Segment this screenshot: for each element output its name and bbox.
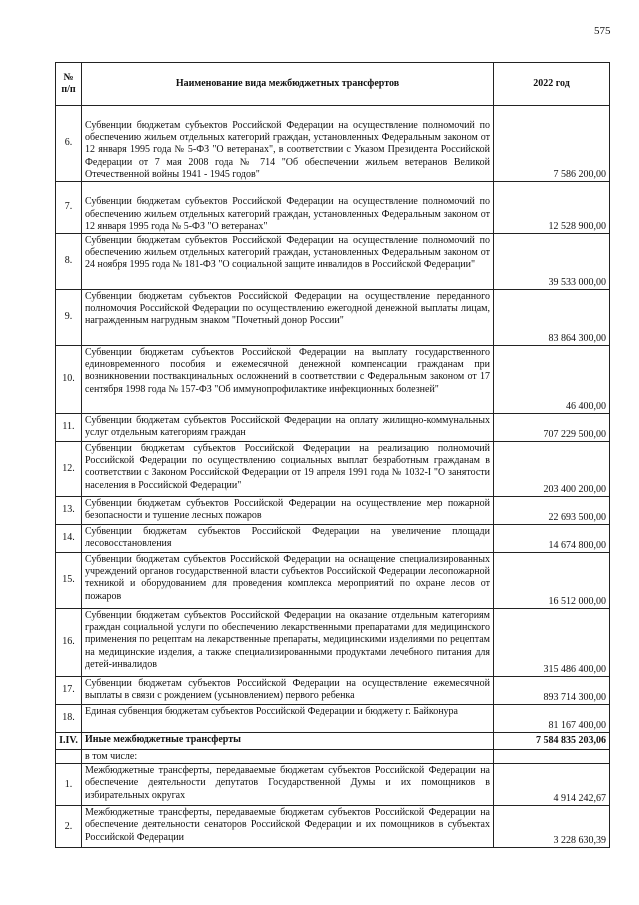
table-row bbox=[56, 525, 610, 553]
row-amount: 14 674 800,00 bbox=[494, 525, 610, 553]
table-row-total bbox=[56, 733, 610, 750]
row-name: Субвенции бюджетам субъектов Российской Федерации на увеличение площади лесовосстановления bbox=[82, 525, 494, 553]
table-row bbox=[56, 750, 610, 764]
row-amount: 3 228 630,39 bbox=[494, 806, 610, 848]
row-name: Субвенции бюджетам субъектов Российской Федерации на оснащение специализированных учреждений органов государственной власти субъектов Российской Федерации лесопожарной техникой и оборудованием для проведения комплекса мероприятий по охране лесов от пожаров bbox=[82, 553, 494, 609]
page-number: 575 bbox=[594, 25, 611, 37]
table-row bbox=[56, 553, 610, 609]
row-amount: 7 586 200,00 bbox=[494, 106, 610, 182]
row-amount: 893 714 300,00 bbox=[494, 677, 610, 705]
row-number: 2. bbox=[56, 806, 82, 848]
row-number: 14. bbox=[56, 525, 82, 553]
row-amount: 203 400 200,00 bbox=[494, 442, 610, 497]
row-number: 6. bbox=[56, 106, 82, 182]
row-amount: 315 486 400,00 bbox=[494, 609, 610, 677]
row-amount: 16 512 000,00 bbox=[494, 553, 610, 609]
row-number: 16. bbox=[56, 609, 82, 677]
row-name: Субвенции бюджетам субъектов Российской Федерации на оказание отдельным категориям граждан социальной услуги по обеспечению лекарственными препаратами для медицинского применения по рецептам на лекарственные препараты, медицинскими изделиями по рецептам на медицинские изделия, а также специализированными продуктами лечебного питания для детей-инвалидов bbox=[82, 609, 494, 677]
row-name: Субвенции бюджетам субъектов Российской Федерации на осуществление полномочий по обеспечению жильем отдельных категорий граждан, установленных Федеральным законом от 24 ноября 1995 года № 181-ФЗ "О социальной защите инвалидов в Российской Федерации" bbox=[82, 234, 494, 290]
row-number: 11. bbox=[56, 414, 82, 442]
table-row bbox=[56, 290, 610, 346]
table-row bbox=[56, 182, 610, 234]
table-row bbox=[56, 497, 610, 525]
row-name: Субвенции бюджетам субъектов Российской Федерации на осуществление полномочий по обеспечению жильем отдельных категорий граждан, установленных Федеральным законом от 12 января 1995 года № 5-ФЗ "О ветеранах" bbox=[82, 182, 494, 234]
row-name: Межбюджетные трансферты, передаваемые бюджетам субъектов Российской Федерации на обеспечение деятельности депутатов Государственной Думы и их помощников в избирательных округах bbox=[82, 764, 494, 806]
table-row bbox=[56, 609, 610, 677]
table-row bbox=[56, 677, 610, 705]
row-name: Субвенции бюджетам субъектов Российской Федерации на осуществление переданного полномочия Российской Федерации по осуществлению ежегодной денежной выплаты лицам, награжденным нагрудным знаком "Почетный донор России" bbox=[82, 290, 494, 346]
row-amount: 7 584 835 203,06 bbox=[494, 733, 610, 750]
table-row bbox=[56, 705, 610, 733]
row-number bbox=[56, 750, 82, 764]
row-number: 17. bbox=[56, 677, 82, 705]
row-name: Межбюджетные трансферты, передаваемые бюджетам субъектов Российской Федерации на обеспечение деятельности сенаторов Российской Федерации и их помощников в субъектах Российской Федерации bbox=[82, 806, 494, 848]
header-year: 2022 год bbox=[494, 63, 610, 106]
row-amount: 12 528 900,00 bbox=[494, 182, 610, 234]
row-name: Субвенции бюджетам субъектов Российской Федерации на оплату жилищно-коммунальных услуг отдельным категориям граждан bbox=[82, 414, 494, 442]
row-amount: 707 229 500,00 bbox=[494, 414, 610, 442]
row-name: Субвенции бюджетам субъектов Российской Федерации на реализацию полномочий Российской Федерации по осуществлению социальных выплат безработным гражданам в соответствии с Законом Российской Федерации от 19 апреля 1991 года № 1032-I "О занятости населения в Российской Федерации" bbox=[82, 442, 494, 497]
table-row bbox=[56, 414, 610, 442]
table-row bbox=[56, 346, 610, 414]
row-amount: 22 693 500,00 bbox=[494, 497, 610, 525]
row-name: Субвенции бюджетам субъектов Российской Федерации на осуществление ежемесячной выплаты в связи с рождением (усыновлением) первого ребенка bbox=[82, 677, 494, 705]
row-name: Единая субвенция бюджетам субъектов Российской Федерации и бюджету г. Байконура bbox=[82, 705, 494, 733]
table-row bbox=[56, 106, 610, 182]
header-name: Наименование вида межбюджетных трансфертов bbox=[82, 63, 494, 106]
row-amount: 81 167 400,00 bbox=[494, 705, 610, 733]
row-amount: 83 864 300,00 bbox=[494, 290, 610, 346]
table-header-row bbox=[56, 63, 610, 106]
row-number: 18. bbox=[56, 705, 82, 733]
table-row bbox=[56, 806, 610, 848]
table-row bbox=[56, 442, 610, 497]
row-amount bbox=[494, 750, 610, 764]
row-number: 7. bbox=[56, 182, 82, 234]
row-amount: 46 400,00 bbox=[494, 346, 610, 414]
row-amount: 4 914 242,67 bbox=[494, 764, 610, 806]
row-name: Субвенции бюджетам субъектов Российской Федерации на осуществление мер пожарной безопасности и тушение лесных пожаров bbox=[82, 497, 494, 525]
table-body bbox=[56, 106, 610, 848]
row-amount: 39 533 000,00 bbox=[494, 234, 610, 290]
row-number: 12. bbox=[56, 442, 82, 497]
header-num: № п/п bbox=[56, 63, 82, 106]
row-number: 15. bbox=[56, 553, 82, 609]
row-number: 9. bbox=[56, 290, 82, 346]
table-row bbox=[56, 234, 610, 290]
row-name: в том числе: bbox=[82, 750, 494, 764]
row-number: 8. bbox=[56, 234, 82, 290]
row-number: 13. bbox=[56, 497, 82, 525]
row-name: Субвенции бюджетам субъектов Российской Федерации на выплату государственного единовременного пособия и ежемесячной денежной компенсации гражданам при возникновении поствакцинальных осложнений в соответствии с Федеральным законом от 17 сентября 1998 года № 157-ФЗ "Об иммунопрофилактике инфекционных болезней" bbox=[82, 346, 494, 414]
table-row bbox=[56, 764, 610, 806]
row-number: I.IV. bbox=[56, 733, 82, 750]
transfers-table bbox=[55, 62, 610, 848]
row-name: Субвенции бюджетам субъектов Российской Федерации на осуществление полномочий по обеспечению жильем отдельных категорий граждан, установленных Федеральным законом от 12 января 1995 года № 5-ФЗ "О ветеранах", в соответствии с Указом Президента Российской Федерации от 7 мая 2008 года № 714 "Об обеспечении жильем ветеранов Великой Отечественной войны 1941 - 1945 годов" bbox=[82, 106, 494, 182]
row-number: 10. bbox=[56, 346, 82, 414]
row-number: 1. bbox=[56, 764, 82, 806]
row-name: Иные межбюджетные трансферты bbox=[82, 733, 494, 750]
